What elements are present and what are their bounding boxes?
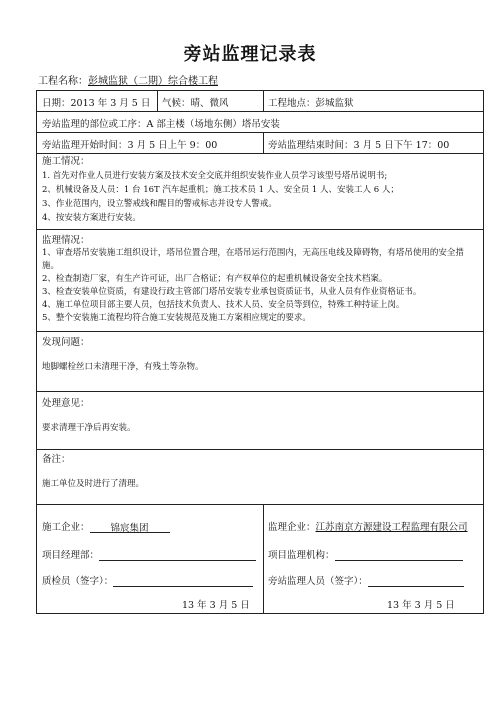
record-table xyxy=(36,90,484,614)
col-divider xyxy=(157,91,158,111)
opinion-section xyxy=(42,397,478,435)
quality-inspector-label: 质检员（签字）： xyxy=(42,576,114,587)
supervision-company-label: 监理企业： xyxy=(268,522,316,533)
row-divider xyxy=(37,449,483,450)
project-label: 工程名称： xyxy=(38,76,88,87)
supervision-org-line xyxy=(335,548,463,561)
remarks-text: 施工单位及时进行了清理。 xyxy=(42,479,145,489)
row-divider xyxy=(37,132,483,133)
remarks-section xyxy=(42,453,478,491)
opinion-heading: 处理意见： xyxy=(42,398,90,409)
row-divider xyxy=(37,391,483,392)
problems-heading: 发现问题： xyxy=(42,337,90,348)
project-manager-field xyxy=(42,547,256,561)
construction-item: 2、机械设备及人员：1 台 16T 汽车起重机；施工技术员 1 人、安全员 1 人、安装工人 6 人； xyxy=(42,185,399,195)
start-time-cell: 旁站监理开始时间：3 月 5 日上午 9：00 xyxy=(42,140,218,151)
row-divider xyxy=(37,331,483,332)
remarks-heading: 备注： xyxy=(42,454,71,465)
end-time-cell: 旁站监理结束时间：3 月 5 日下午 17：00 xyxy=(268,140,450,151)
site-supervisor-field xyxy=(268,573,464,587)
quality-inspector-field xyxy=(42,573,253,587)
col-divider xyxy=(263,132,264,153)
quality-inspector-line xyxy=(113,574,253,587)
supervision-section xyxy=(42,234,478,325)
site-supervisor-line xyxy=(368,574,464,587)
supervision-item: 5、整个安装施工流程均符合施工安装规范及施工方案相应规定的要求。 xyxy=(42,313,311,323)
page-title: 旁站监理记录表 xyxy=(183,44,317,65)
row-divider xyxy=(37,229,483,230)
construction-company-field xyxy=(42,519,170,533)
row-divider xyxy=(37,504,483,505)
problems-text: 地脚螺栓丝口未清理干净，有残土等杂物。 xyxy=(42,362,204,372)
construction-company-value: 锦宸集团 xyxy=(90,520,170,533)
part-cell: 旁站监理的部位或工序：A 部主楼（场地东侧）塔吊安装 xyxy=(42,119,280,130)
opinion-text: 要求清理干净后再安装。 xyxy=(42,423,136,433)
col-divider xyxy=(263,91,264,111)
location-cell: 工程地点：彭城监狱 xyxy=(268,98,354,109)
construction-item: 3、作业范围内，设立警戒线和醒目的警戒标志并设专人警戒。 xyxy=(42,199,277,209)
row-divider xyxy=(37,153,483,154)
construction-item: 4、按安装方案进行安装。 xyxy=(42,213,141,223)
supervision-item: 2、检查制造厂家，有生产许可证，出厂合格证；有产权单位的起重机械设备安全技术档案。 xyxy=(42,274,388,284)
construction-heading: 施工情况： xyxy=(42,156,90,167)
project-manager-line xyxy=(99,548,256,561)
supervision-item: 4、施工单位项目部主要人员，包括技术负责人、技术人员、安全员等到位，特殊工种持证上岗。 xyxy=(42,300,405,310)
construction-item: 1. 首先对作业人员进行安装方案及技术安全交底并组织安装作业人员学习该型号塔吊说明书; xyxy=(42,171,388,181)
project-manager-label: 项目经理部： xyxy=(42,550,100,561)
supervision-company-value: 江苏南京方源建设工程监理有限公司 xyxy=(315,522,468,533)
supervision-heading: 监理情况： xyxy=(42,235,90,246)
supervision-item: 3、检查安装单位资质，有建设行政主管部门塔吊安装专业承包资质证书，从业人员有作业资格证书。 xyxy=(42,287,422,297)
supervision-org-label: 项目监理机构： xyxy=(268,550,335,561)
problems-section xyxy=(42,336,478,374)
supervision-item: 1、审查塔吊安装施工组织设计，塔吊位置合理，在塔吊运行范围内，无高压电线及障碍物，有塔吊使用的安全措施。 xyxy=(42,248,464,271)
supervision-sign-date: 13 年 3 月 5 日 xyxy=(387,600,455,611)
construction-section xyxy=(42,155,478,225)
project-value: 彭城监狱（二期）综合楼工程 xyxy=(88,76,218,87)
row-divider xyxy=(37,111,483,112)
site-supervisor-label: 旁站监理人员（签字）： xyxy=(268,576,368,587)
supervision-company-field xyxy=(268,519,468,533)
date-cell: 日期：2013 年 3 月 5 日 xyxy=(42,98,151,109)
col-divider xyxy=(263,504,264,614)
construction-sign-date: 13 年 3 月 5 日 xyxy=(182,600,250,611)
project-name xyxy=(38,72,218,87)
construction-company-label: 施工企业： xyxy=(42,522,90,533)
supervision-org-field xyxy=(268,547,463,561)
weather-cell: 气候：晴、微风 xyxy=(162,98,229,109)
